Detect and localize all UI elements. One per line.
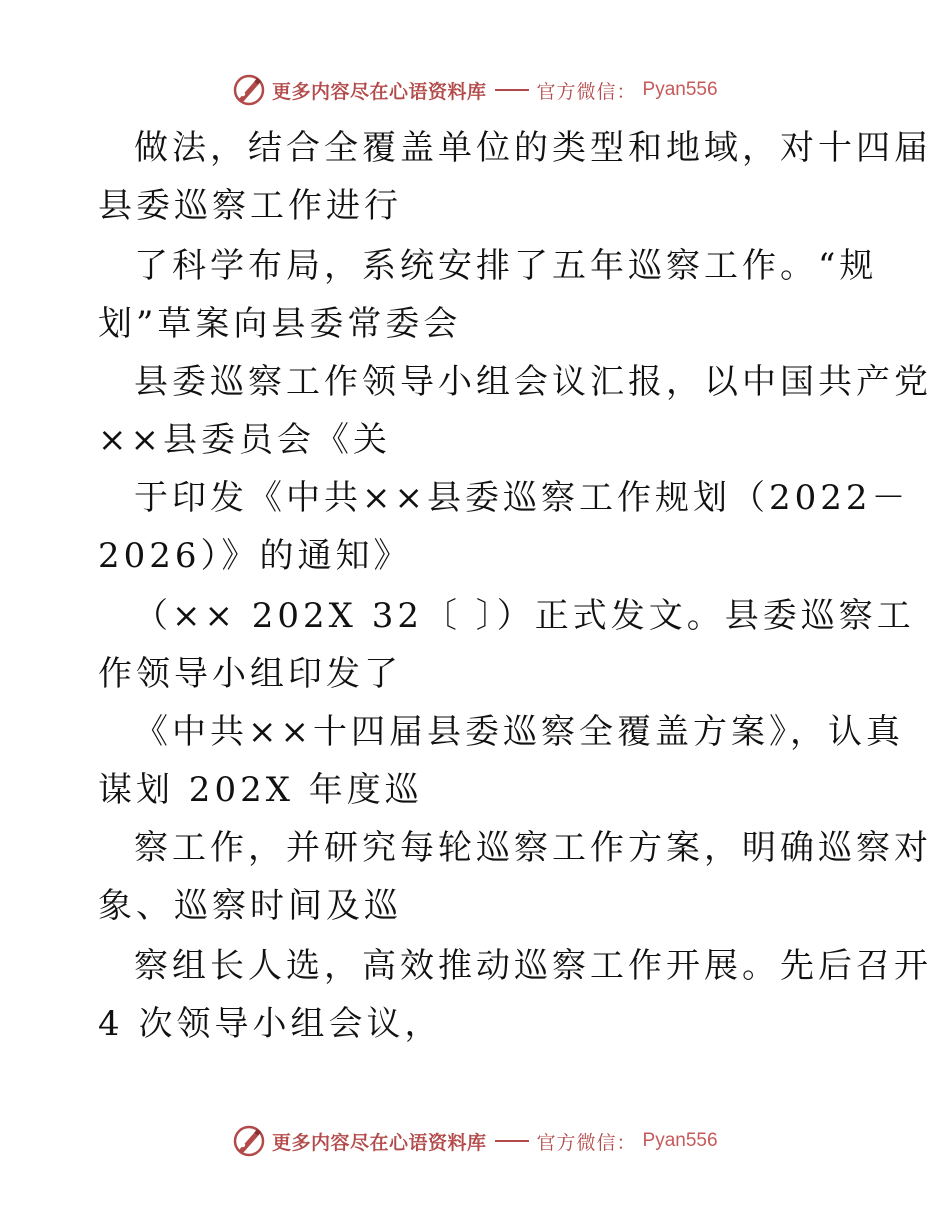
body-line-16: 4 次领导小组会议， <box>98 1004 443 1044</box>
body-line-8: 2026）》的通知》 <box>98 536 412 576</box>
watermark-wechat-id: Pyan556 <box>642 1130 718 1151</box>
body-line-14: 象、巡察时间及巡 <box>98 886 402 926</box>
footer-watermark <box>232 1123 718 1159</box>
body-line-3: 了科学布局，系统安排了五年巡察工作。“规 <box>134 246 878 286</box>
red-pen-seal-icon <box>232 1124 266 1158</box>
body-line-5: 县委巡察工作领导小组会议汇报，以中国共产党 <box>134 362 932 402</box>
body-line-1: 做法，结合全覆盖单位的类型和地域，对十四届 <box>134 128 932 168</box>
body-line-7: 于印发《中共××县委巡察工作规划（2022－ <box>134 478 910 518</box>
watermark-wechat-id: Pyan556 <box>642 79 718 100</box>
watermark-wechat-label: 官方微信： <box>536 1131 637 1154</box>
watermark-separator <box>495 1140 529 1142</box>
watermark-site-text: 更多内容尽在心语资料库 <box>272 80 487 103</box>
body-line-12: 谋划 202X 年度巡 <box>98 770 423 810</box>
body-line-15: 察组长人选，高效推动巡察工作开展。先后召开 <box>134 946 932 986</box>
body-line-9: （×× 202X 32〔 〕）正式发文。县委巡察工 <box>134 596 915 636</box>
body-line-6: ××县委员会《关 <box>98 420 391 460</box>
watermark-wechat-label: 官方微信： <box>536 80 637 103</box>
body-line-2: 县委巡察工作进行 <box>98 186 402 226</box>
body-line-4: 划”草案向县委常委会 <box>98 304 462 344</box>
watermark-site-text: 更多内容尽在心语资料库 <box>272 1131 487 1154</box>
body-line-10: 作领导小组印发了 <box>98 654 402 694</box>
body-line-11: 《中共××十四届县委巡察全覆盖方案》，认真 <box>134 712 904 752</box>
body-line-13: 察工作，并研究每轮巡察工作方案，明确巡察对 <box>134 828 932 868</box>
